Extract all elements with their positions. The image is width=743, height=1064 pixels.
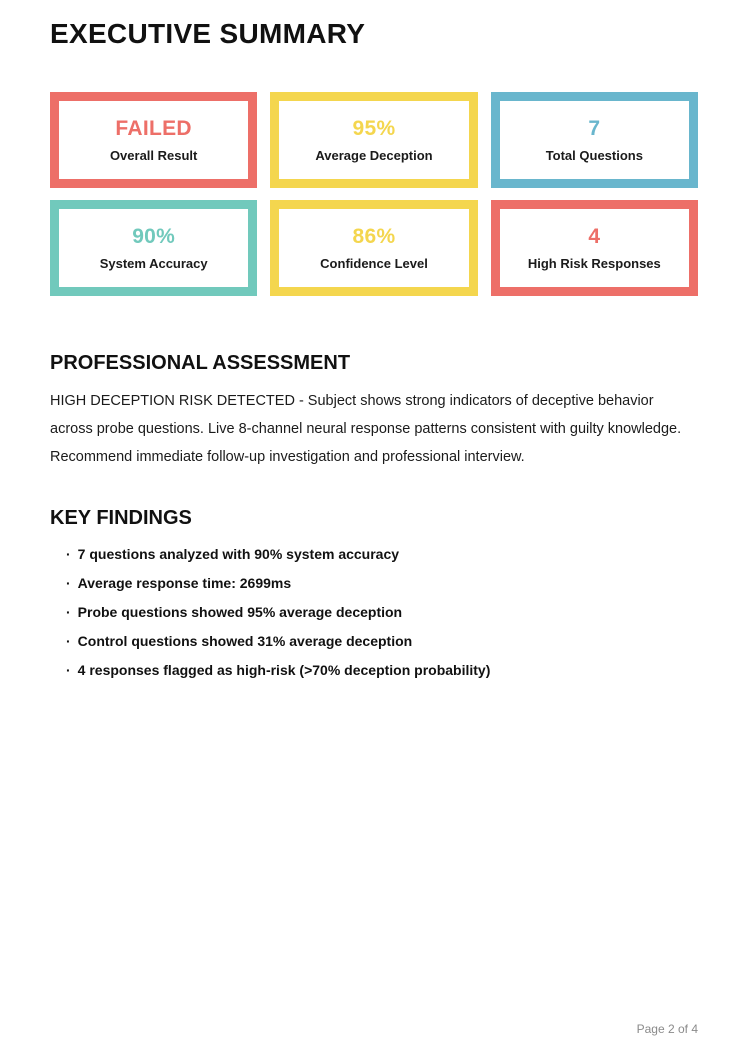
stat-label: System Accuracy [99, 256, 208, 271]
stat-value: 90% [132, 225, 176, 248]
bullet-dot-icon: · [66, 546, 71, 562]
finding-text: Average response time: 2699ms [77, 575, 292, 591]
finding-text: Probe questions showed 95% average deception [77, 604, 403, 620]
stat-value: FAILED [115, 117, 192, 140]
stat-label: Confidence Level [320, 256, 428, 271]
bullet-dot-icon: · [66, 662, 71, 678]
finding-text: Control questions showed 31% average deception [77, 633, 413, 649]
stat-value: 4 [588, 225, 601, 248]
finding-item [66, 605, 698, 620]
finding-item [66, 547, 698, 562]
stat-value: 86% [352, 225, 396, 248]
finding-text: 4 responses flagged as high-risk (>70% deception probability) [77, 662, 491, 678]
assessment-section-heading: PROFESSIONAL ASSESSMENT [50, 352, 351, 374]
bullet-dot-icon: · [66, 575, 71, 591]
page-title: EXECUTIVE SUMMARY [50, 18, 366, 49]
bullet-dot-icon: · [66, 604, 71, 620]
stat-label: High Risk Responses [527, 256, 661, 271]
stat-label: Average Deception [315, 148, 433, 163]
finding-item [66, 663, 698, 678]
bullet-dot-icon: · [66, 633, 71, 649]
finding-item [66, 634, 698, 649]
stat-card [270, 92, 477, 188]
findings-section-heading: KEY FINDINGS [50, 507, 192, 529]
stat-card [50, 92, 257, 188]
assessment-body-text: HIGH DECEPTION RISK DETECTED - Subject shows strong indicators of deceptive behavior across probe questions. Live 8-channel neural response patterns consistent with guilty knowledge. Recommend immediate follow-up investigation and professional interview. [50, 393, 682, 465]
stat-card [491, 200, 698, 296]
stat-cards-grid [50, 92, 698, 296]
stat-value: 7 [588, 117, 601, 140]
finding-item [66, 576, 698, 591]
stat-label: Overall Result [109, 148, 198, 163]
stat-card [270, 200, 477, 296]
stat-label: Total Questions [545, 148, 643, 163]
report-page [0, 18, 743, 1036]
page-number: Page 2 of 4 [636, 1022, 698, 1036]
stat-card [491, 92, 698, 188]
findings-list [50, 547, 698, 678]
stat-card [50, 200, 257, 296]
finding-text: 7 questions analyzed with 90% system accuracy [77, 546, 400, 562]
stat-value: 95% [352, 117, 396, 140]
